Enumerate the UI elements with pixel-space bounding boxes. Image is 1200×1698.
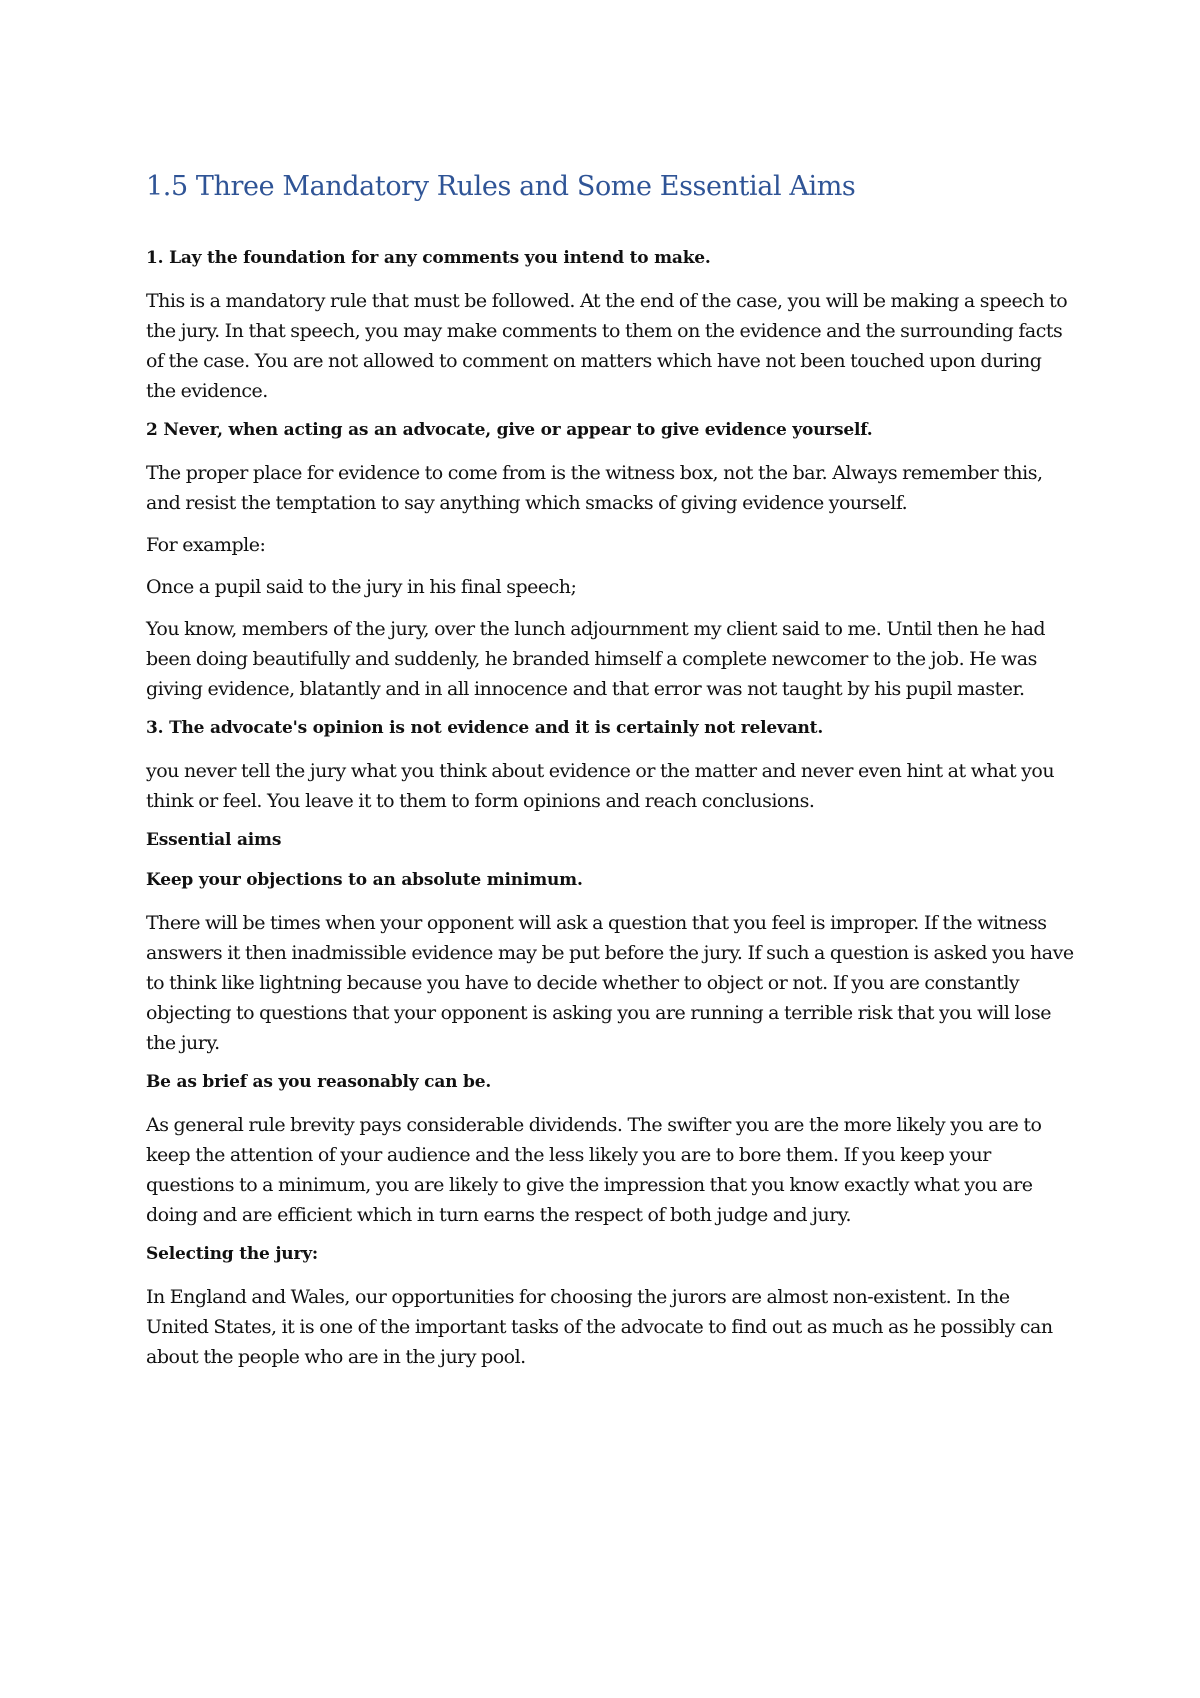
example-text: You know, members of the jury, over the lunch adjournment my client said to me. Until then he had been doing beautifully and suddenly, he branded himself a complete newcomer to the job. He was giving evidence, blatantly and in all innocence and that error was not taught by his pupil master.	[146, 617, 1046, 700]
aim1-text: There will be times when your opponent will ask a question that you feel is improper. If the witness answers it then inadmissible evidence may be put before the jury. If such a question is asked you have to think like lightning because you have to decide whether to object or not. If you are constantly objecting to questions that your opponent is asking you are running a terrible risk that you will lose the jury.	[146, 911, 1074, 1054]
document-title: 1.5 Three Mandatory Rules and Some Essential Aims	[146, 171, 856, 202]
rule1-heading: 1. Lay the foundation for any comments you intend to make.	[146, 247, 711, 268]
example-label: For example:	[146, 533, 266, 556]
rule1-text: This is a mandatory rule that must be followed. At the end of the case, you will be making a speech to the jury. In that speech, you may make comments to them on the evidence and the surrounding facts of the case. You are not allowed to comment on matters which have not been touched upon during the evidence.	[146, 289, 1068, 402]
rule2-text: The proper place for evidence to come from is the witness box, not the bar. Always remember this, and resist the temptation to say anything which smacks of giving evidence yourself.	[146, 461, 1043, 514]
aim1-heading: Keep your objections to an absolute minimum.	[146, 869, 583, 890]
aim3-heading: Selecting the jury:	[146, 1243, 318, 1264]
example-intro: Once a pupil said to the jury in his final speech;	[146, 575, 577, 598]
rule3-heading: 3. The advocate's opinion is not evidence and it is certainly not relevant.	[146, 717, 824, 738]
aim2-heading: Be as brief as you reasonably can be.	[146, 1071, 492, 1092]
rule2-heading: 2 Never, when acting as an advocate, give or appear to give evidence yourself.	[146, 419, 873, 440]
aims-heading: Essential aims	[146, 829, 282, 850]
document-page	[146, 170, 1076, 1384]
aim3-text: In England and Wales, our opportunities for choosing the jurors are almost non-existent. In the United States, it is one of the important tasks of the advocate to find out as much as he possibly can about the people who are in the jury pool.	[146, 1285, 1053, 1368]
aim2-text: As general rule brevity pays considerable dividends. The swifter you are the more likely you are to keep the attention of your audience and the less likely you are to bore them. If you keep your questions to a minimum, you are likely to give the impression that you know exactly what you are doing and are efficient which in turn earns the respect of both judge and jury.	[146, 1113, 1042, 1226]
rule3-text: you never tell the jury what you think about evidence or the matter and never even hint at what you think or feel. You leave it to them to form opinions and reach conclusions.	[146, 759, 1055, 812]
